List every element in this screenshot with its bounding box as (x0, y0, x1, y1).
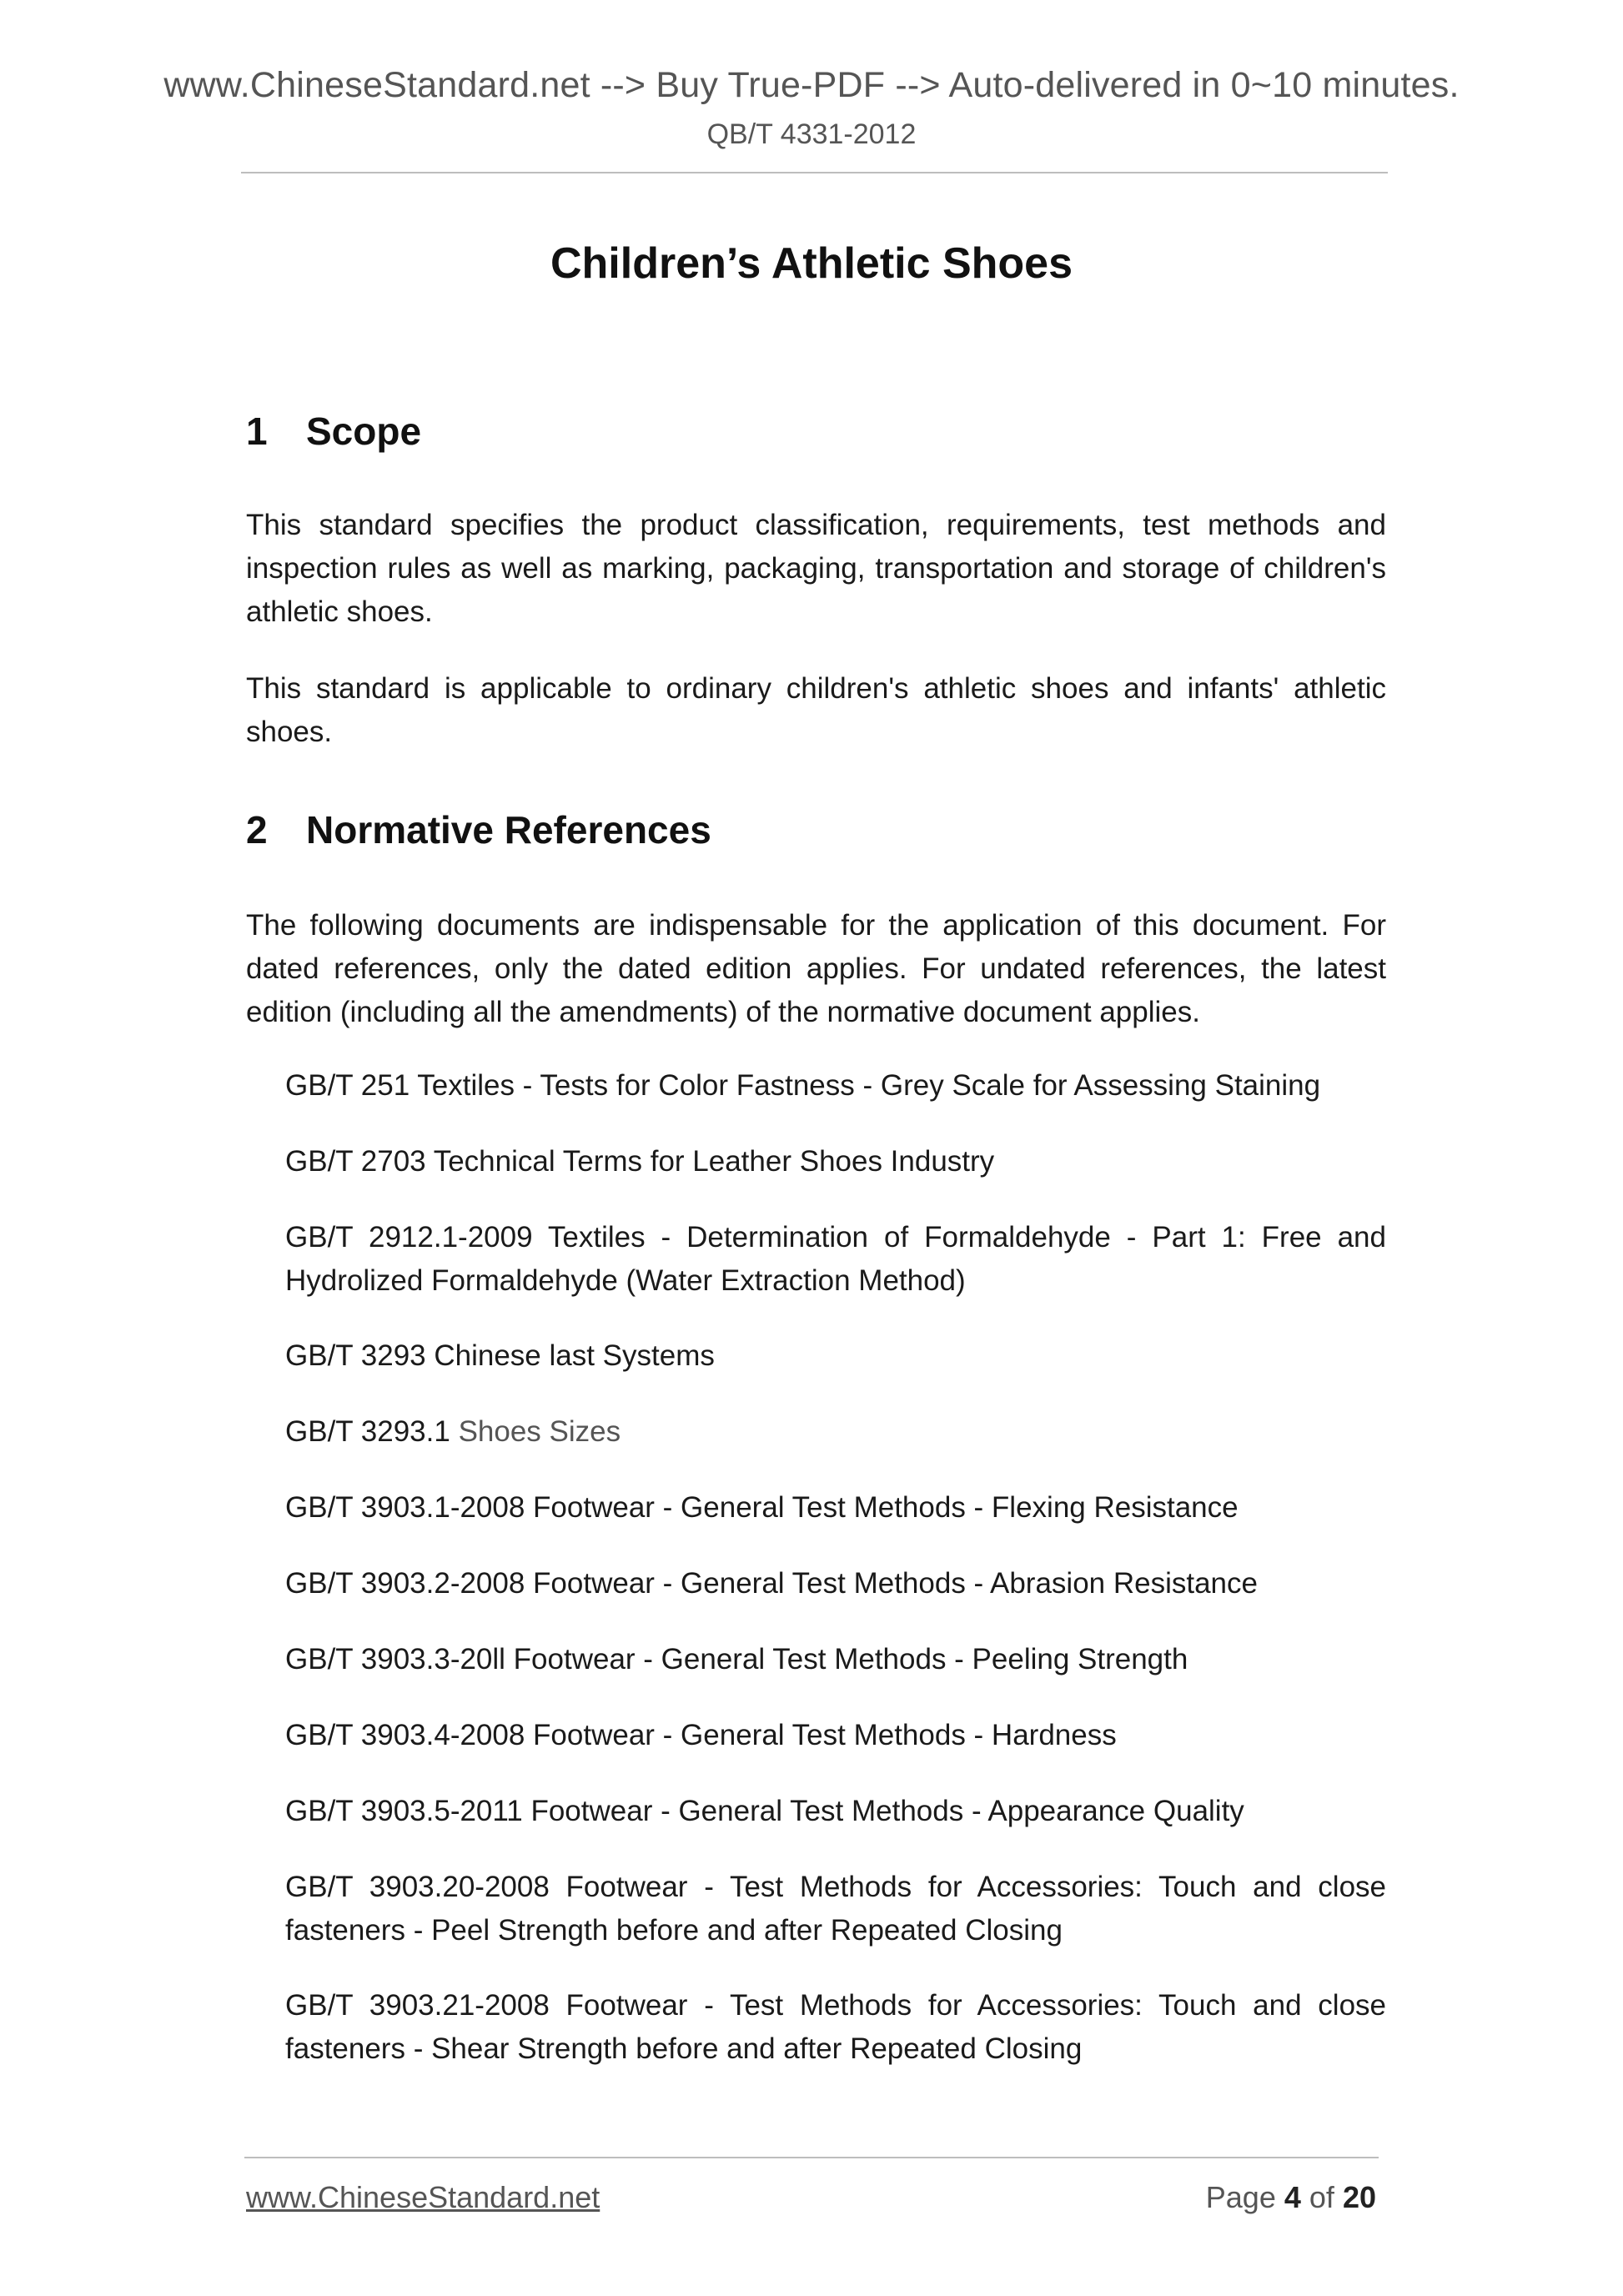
section-heading-scope (246, 409, 421, 454)
page-current: 4 (1284, 2180, 1301, 2214)
references-intro-paragraph: The following documents are indispensable for the application of this document. For dated references, only the dated edition applies. For undated references, the latest edition (including all the amendments) of the normative document applies. (246, 909, 1386, 1028)
reference-title: Shoes Sizes (458, 1415, 621, 1448)
header-banner: www.ChineseStandard.net --> Buy True-PDF --> Auto-delivered in 0~10 minutes. (163, 65, 1460, 105)
section-number: 2 (246, 808, 268, 852)
header-standard-code: QB/T 4331-2012 (706, 118, 917, 150)
page-label: Page (1205, 2180, 1276, 2214)
reference-item: GB/T 3903.4-2008 Footwear - General Test Methods - Hardness (285, 1719, 1117, 1751)
reference-item: GB/T 3903.20-2008 Footwear - Test Methods for Accessories: Touch and close fasteners - Peel Strength before and after Repeated Closing (285, 1871, 1386, 1947)
reference-item: GB/T 3903.5-2011 Footwear - General Test Methods - Appearance Quality (285, 1795, 1244, 1827)
footer-website-link[interactable]: www.ChineseStandard.net (246, 2180, 600, 2214)
reference-item: GB/T 251 Textiles - Tests for Color Fastness - Grey Scale for Assessing Staining (285, 1069, 1321, 1102)
page-indicator (1206, 2180, 1376, 2215)
scope-paragraph: This standard is applicable to ordinary children's athletic shoes and infants' athletic shoes. (246, 672, 1386, 748)
page-of-label: of (1309, 2180, 1334, 2214)
section-title: Scope (306, 409, 422, 453)
reference-code: GB/T 3293.1 (285, 1415, 450, 1448)
reference-item: GB/T 3293 Chinese last Systems (285, 1339, 715, 1372)
reference-item: GB/T 3903.1-2008 Footwear - General Test Methods - Flexing Resistance (285, 1491, 1239, 1524)
section-title: Normative References (306, 808, 711, 852)
reference-item: GB/T 2703 Technical Terms for Leather Shoes Industry (285, 1145, 995, 1178)
footer-divider (244, 2157, 1379, 2158)
reference-item: GB/T 3903.21-2008 Footwear - Test Methods for Accessories: Touch and close fasteners - Shear Strength before and after Repeated Closing (285, 1989, 1386, 2065)
section-number: 1 (246, 409, 268, 453)
reference-item: GB/T 2912.1-2009 Textiles - Determination of Formaldehyde - Part 1: Free and Hydrolized Formaldehyde (Water Extraction Method) (285, 1221, 1386, 1297)
reference-item: GB/T 3903.3-20ll Footwear - General Test Methods - Peeling Strength (285, 1643, 1188, 1676)
section-heading-normative-references (246, 807, 711, 852)
scope-paragraph: This standard specifies the product classification, requirements, test methods and inspection rules as well as marking, packaging, transportation and storage of children's athletic shoes. (246, 509, 1386, 628)
reference-item: GB/T 3903.2-2008 Footwear - General Test Methods - Abrasion Resistance (285, 1567, 1258, 1600)
reference-item (285, 1410, 1386, 1454)
header-divider (241, 172, 1388, 173)
page-total: 20 (1342, 2180, 1376, 2214)
document-title: Children’s Athletic Shoes (550, 239, 1073, 288)
